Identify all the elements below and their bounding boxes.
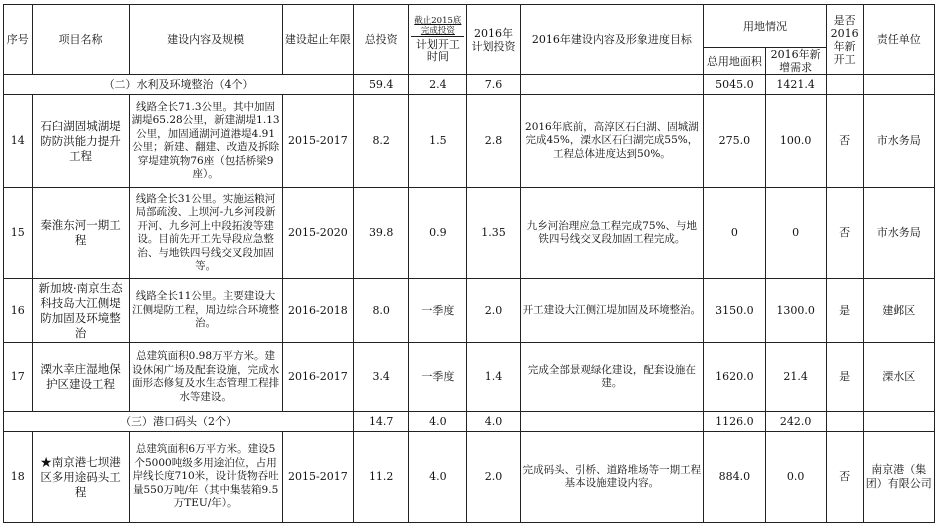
row-total: 3.4 bbox=[354, 343, 409, 412]
row-content: 线路全长31公里。实施运粮河局部疏浚、上坝河-九乡河段新开河、九乡河上中段拓浚等建设。目前先开工先导段应急整治、与地铁四号线交叉段加固等。 bbox=[129, 188, 282, 279]
group-start2016 bbox=[826, 412, 863, 432]
row-seq: 17 bbox=[4, 343, 33, 412]
row-land-total: 275.0 bbox=[704, 95, 765, 188]
header-cumulative-bottom: 计划开工时间 bbox=[415, 38, 460, 63]
row-unit: 市水务局 bbox=[863, 188, 934, 279]
group-cumulative: 2.4 bbox=[409, 75, 467, 95]
row-name: 新加坡·南京生态科技岛大江侧堤防加固及环境整治 bbox=[32, 279, 129, 343]
group-land-new: 1421.4 bbox=[765, 75, 826, 95]
row-start2016: 是 bbox=[826, 343, 863, 412]
row-plan2016: 1.4 bbox=[467, 343, 520, 412]
row-unit: 建邺区 bbox=[863, 279, 934, 343]
row-name: 秦淮东河一期工程 bbox=[32, 188, 129, 279]
row-land-total: 3150.0 bbox=[704, 279, 765, 343]
group-row bbox=[4, 412, 935, 432]
row-content: 线路全长71.3公里。其中加固湖堤65.28公里，新建湖堤1.13公里，加固通湖河道港堤4.91公里；新建、翻建、改造及拆除穿堤建筑物76座（包括桥梁9座）。 bbox=[129, 95, 282, 188]
row-seq: 16 bbox=[4, 279, 33, 343]
group-row bbox=[4, 75, 935, 95]
row-target: 开工建设大江侧江堤加固及环境整治。 bbox=[520, 279, 704, 343]
header-plan2016: 2016年计划投资 bbox=[467, 5, 520, 75]
row-unit: 市水务局 bbox=[863, 95, 934, 188]
row-start2016: 否 bbox=[826, 188, 863, 279]
header-seq: 序号 bbox=[4, 5, 33, 75]
row-start2016: 否 bbox=[826, 95, 863, 188]
row-target: 2016年底前，高淳区石臼湖、固城湖完成45%，溧水区石臼湖完成55%，工程总体进度达到50%。 bbox=[520, 95, 704, 188]
row-unit: 南京港（集团）有限公司 bbox=[863, 432, 934, 523]
group-total: 14.7 bbox=[354, 412, 409, 432]
group-target bbox=[520, 412, 704, 432]
row-period: 2015-2017 bbox=[282, 432, 353, 523]
row-land-total: 0 bbox=[704, 188, 765, 279]
row-target: 九乡河治理应急工程完成75%、与地铁四号线交叉段加固工程完成。 bbox=[520, 188, 704, 279]
header-land: 用地情况 bbox=[704, 5, 827, 48]
row-land-new: 0.0 bbox=[765, 432, 826, 523]
row-seq: 18 bbox=[4, 432, 33, 523]
row-seq: 14 bbox=[4, 95, 33, 188]
row-seq: 15 bbox=[4, 188, 33, 279]
table-row bbox=[4, 343, 935, 412]
group-total: 59.4 bbox=[354, 75, 409, 95]
row-period: 2016-2018 bbox=[282, 279, 353, 343]
header-cumulative bbox=[409, 5, 467, 75]
header-row-1 bbox=[4, 5, 935, 48]
table-row bbox=[4, 188, 935, 279]
row-plan2016: 1.35 bbox=[467, 188, 520, 279]
row-total: 8.0 bbox=[354, 279, 409, 343]
row-plan2016: 2.0 bbox=[467, 432, 520, 523]
group-land-total: 5045.0 bbox=[704, 75, 765, 95]
group-cumulative: 4.0 bbox=[409, 412, 467, 432]
group-title: （二）水利及环境整治（4个） bbox=[4, 75, 354, 95]
row-unit: 溧水区 bbox=[863, 343, 934, 412]
row-land-new: 21.4 bbox=[765, 343, 826, 412]
row-plan2016: 2.8 bbox=[467, 95, 520, 188]
row-land-total: 884.0 bbox=[704, 432, 765, 523]
group-start2016 bbox=[826, 75, 863, 95]
table-row bbox=[4, 432, 935, 523]
header-land-total: 总用地面积 bbox=[704, 48, 765, 75]
group-plan2016: 4.0 bbox=[467, 412, 520, 432]
header-unit: 责任单位 bbox=[863, 5, 934, 75]
row-start2016: 是 bbox=[826, 279, 863, 343]
header-total: 总投资 bbox=[354, 5, 409, 75]
row-cumulative: 一季度 bbox=[409, 279, 467, 343]
row-cumulative: 0.9 bbox=[409, 188, 467, 279]
row-total: 8.2 bbox=[354, 95, 409, 188]
row-start2016: 否 bbox=[826, 432, 863, 523]
row-cumulative: 4.0 bbox=[409, 432, 467, 523]
row-period: 2015-2020 bbox=[282, 188, 353, 279]
row-name: ★南京港七坝港区多用途码头工程 bbox=[32, 432, 129, 523]
row-land-new: 1300.0 bbox=[765, 279, 826, 343]
row-total: 39.8 bbox=[354, 188, 409, 279]
header-land-new: 2016年新增需求 bbox=[765, 48, 826, 75]
table-row bbox=[4, 279, 935, 343]
row-plan2016: 2.0 bbox=[467, 279, 520, 343]
header-name: 项目名称 bbox=[32, 5, 129, 75]
header-period: 建设起止年限 bbox=[282, 5, 353, 75]
row-target: 完成全部景观绿化建设，配套设施在建。 bbox=[520, 343, 704, 412]
project-table bbox=[3, 4, 935, 523]
header-cumulative-top: 截止2015底完成投资 bbox=[411, 16, 464, 37]
group-target bbox=[520, 75, 704, 95]
group-unit bbox=[863, 412, 934, 432]
row-period: 2016-2017 bbox=[282, 343, 353, 412]
row-content: 线路全长11公里。主要建设大江侧堤防工程，周边综合环境整治。 bbox=[129, 279, 282, 343]
row-land-new: 0 bbox=[765, 188, 826, 279]
row-land-total: 1620.0 bbox=[704, 343, 765, 412]
row-cumulative: 一季度 bbox=[409, 343, 467, 412]
row-target: 完成码头、引桥、道路堆场等一期工程基本设施建设内容。 bbox=[520, 432, 704, 523]
row-name: 溧水幸庄湿地保护区建设工程 bbox=[32, 343, 129, 412]
row-cumulative: 1.5 bbox=[409, 95, 467, 188]
row-content: 总建筑面积0.98万平方米。建设休闲广场及配套设施，完成水面形态修复及水生态管理工程排水等建设。 bbox=[129, 343, 282, 412]
row-land-new: 100.0 bbox=[765, 95, 826, 188]
row-name: 石臼湖固城湖堤防防洪能力提升工程 bbox=[32, 95, 129, 188]
row-period: 2015-2017 bbox=[282, 95, 353, 188]
row-content: 总建筑面积6万平方米。建设5个5000吨级多用途泊位，占用岸线长度710米，设计货物吞吐量550万吨/年（其中集装箱9.5万TEU/年）。 bbox=[129, 432, 282, 523]
header-content: 建设内容及规模 bbox=[129, 5, 282, 75]
group-plan2016: 7.6 bbox=[467, 75, 520, 95]
header-start2016: 是否2016年新开工 bbox=[826, 5, 863, 75]
header-target: 2016年建设内容及形象进度目标 bbox=[520, 5, 704, 75]
table-row bbox=[4, 95, 935, 188]
group-unit bbox=[863, 75, 934, 95]
row-total: 11.2 bbox=[354, 432, 409, 523]
group-land-new: 242.0 bbox=[765, 412, 826, 432]
group-title: （三）港口码头（2个） bbox=[4, 412, 354, 432]
group-land-total: 1126.0 bbox=[704, 412, 765, 432]
